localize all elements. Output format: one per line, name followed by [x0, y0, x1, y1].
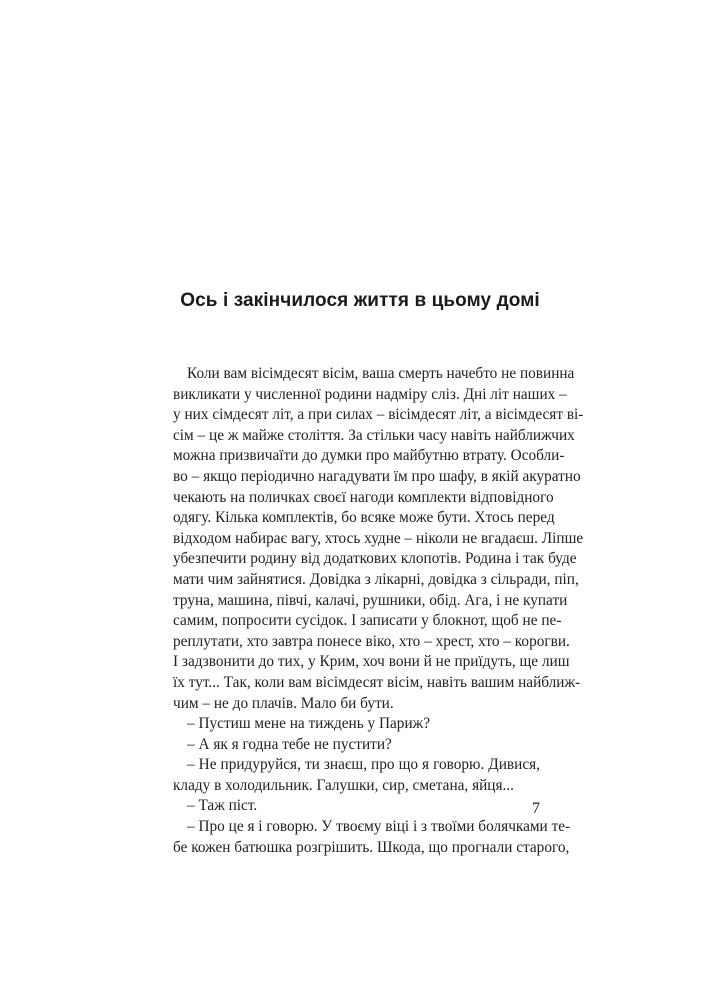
- text-line: чим – не до плачів. Мало би бути.: [173, 694, 394, 712]
- text-line: во – якщо періодично нагадувати їм про шафу, в якій акуратно: [173, 467, 581, 485]
- page-number: 7: [532, 800, 540, 817]
- text-line: Коли вам вісімдесят вісім, ваша смерть начебто не повинна: [187, 365, 575, 382]
- text-line: одягу. Кілька комплектів, бо всяке може бути. Хтось перед: [173, 509, 555, 527]
- text-line: труна, машина, півчі, калачі, рушники, обід. Ага, і не купати: [173, 591, 568, 609]
- text-line: – Таж піст.: [187, 797, 258, 815]
- text-line: викликати у численної родини надміру сліз. Дні літ наших –: [173, 385, 567, 403]
- text-line: їх тут... Так, коли вам вісімдесят вісім, навіть вашим найближ-: [173, 673, 581, 691]
- text-line: мати чим зайнятися. Довідка з лікарні, довідка з сільради, піп,: [173, 570, 579, 588]
- text-line: у них сімдесят літ, а при силах – вісімдесят літ, а вісімдесят ві-: [173, 406, 584, 424]
- text-line: реплутати, хто завтра понесе віко, хто – хрест, хто – корогви.: [173, 632, 570, 650]
- text-line: чекають на поличках своєї нагоди комплекти відповідного: [173, 488, 554, 506]
- text-line: сім – це ж майже століття. За стільки часу навіть найближчих: [173, 426, 575, 444]
- text-line: І задзвонити до тих, у Крим, хоч вони й не приїдуть, ще лиш: [173, 653, 570, 671]
- text-line: убезпечити родину від додаткових клопотів. Родина і так буде: [173, 550, 577, 568]
- text-line: кладу в холодильник. Галушки, сир, сметана, яйця...: [173, 776, 514, 794]
- text-line: – Про це я і говорю. У твоєму віці і з твоїми болячками те-: [187, 818, 571, 836]
- chapter-title: Ось і закінчилося життя в цьому домі: [180, 290, 540, 311]
- text-line: – Пустиш мене на тиждень у Париж?: [187, 715, 431, 733]
- chapter-body-text: [173, 364, 584, 858]
- text-line: самим, попросити сусідок. І записати у блокнот, щоб не пе-: [173, 612, 562, 630]
- text-line: відходом набирає вагу, хтось худне – ніколи не вгадаєш. Ліпше: [173, 529, 584, 547]
- text-line: – А як я годна тебе не пустити?: [187, 735, 392, 753]
- text-line: – Не придуруйся, ти знаєш, про що я говорю. Дивися,: [187, 756, 540, 774]
- text-line: бе кожен батюшка розгрішить. Шкода, що прогнали старого,: [173, 838, 570, 856]
- text-line: можна призвичаїти до думки про майбутню втрату. Особли-: [173, 447, 565, 465]
